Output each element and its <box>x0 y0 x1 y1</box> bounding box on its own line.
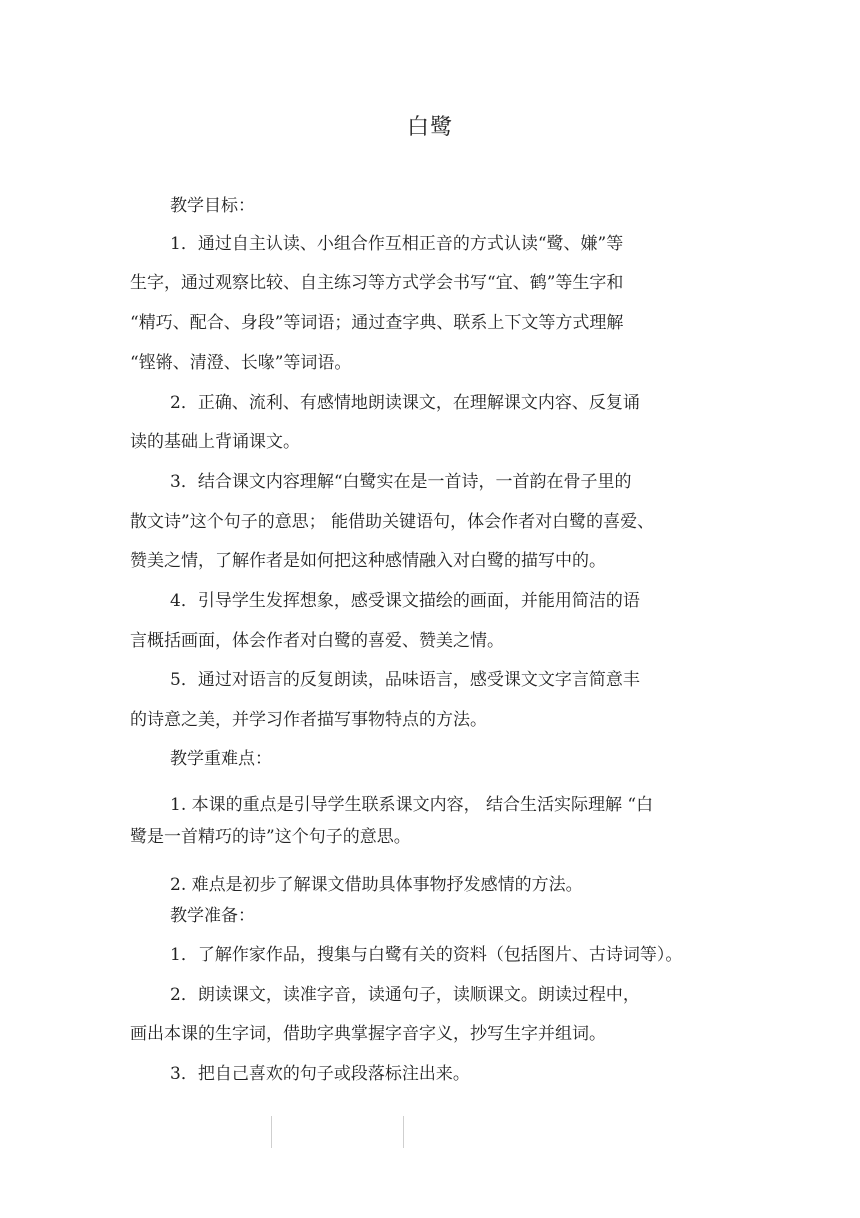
objective-3-line-2: 散文诗”这个句子的意思； 能借助关键语句，体会作者对白鹭的喜爱、 <box>130 512 655 532</box>
objective-2-line-1: 2．正确、流利、有感情地朗读课文，在理解课文内容、反复诵 <box>170 393 640 413</box>
objective-5-line-1: 5．通过对语言的反复朗读，品味语言，感受课文文字言简意丰 <box>170 670 640 690</box>
page-divider-line-right <box>403 1116 404 1148</box>
difficulty-1-line-2: 鹭是一首精巧的诗”这个句子的意思。 <box>130 827 411 847</box>
objective-1-line-2: 生字，通过观察比较、自主练习等方式学会书写“宜、鹤”等生字和 <box>130 273 624 293</box>
objectives-heading: 教学目标： <box>170 196 255 216</box>
page-title: 白鹭 <box>406 115 453 140</box>
objective-1-line-3: “精巧、配合、身段”等词语；通过查字典、联系上下文等方式理解 <box>130 313 624 333</box>
difficulty-2-line-1: 2. 难点是初步了解课文借助具体事物抒发感情的方法。 <box>170 875 583 895</box>
objective-4-line-1: 4．引导学生发挥想象，感受课文描绘的画面，并能用简洁的语 <box>170 591 640 611</box>
objective-1-line-4: “铿锵、清澄、长喙”等词语。 <box>130 353 352 373</box>
difficulties-heading: 教学重难点： <box>170 749 272 769</box>
objective-3-line-3: 赞美之情，了解作者是如何把这种感情融入对白鹭的描写中的。 <box>130 551 606 571</box>
difficulty-1-line-1: 1. 本课的重点是引导学生联系课文内容， 结合生活实际理解 “白 <box>170 795 654 815</box>
preparation-3-line-1: 3．把自己喜欢的句子或段落标注出来。 <box>170 1064 470 1084</box>
preparation-heading: 教学准备： <box>170 906 255 926</box>
preparation-2-line-1: 2．朗读课文，读准字音，读通句子，读顺课文。朗读过程中， <box>170 985 640 1005</box>
objective-1-line-1: 1．通过自主认读、小组合作互相正音的方式认读“鹭、嫌”等 <box>170 234 624 254</box>
objective-5-line-2: 的诗意之美，并学习作者描写事物特点的方法。 <box>130 710 487 730</box>
objective-3-line-1: 3．结合课文内容理解“白鹭实在是一首诗，一首韵在骨子里的 <box>170 472 632 492</box>
objective-4-line-2: 言概括画面，体会作者对白鹭的喜爱、赞美之情。 <box>130 631 504 651</box>
preparation-1-line-1: 1．了解作家作品，搜集与白鹭有关的资料（包括图片、古诗词等）。 <box>170 945 683 965</box>
preparation-2-line-2: 画出本课的生字词，借助字典掌握字音字义，抄写生字并组词。 <box>130 1024 606 1044</box>
page-divider-line-left <box>271 1116 272 1148</box>
objective-2-line-2: 读的基础上背诵课文。 <box>130 432 300 452</box>
